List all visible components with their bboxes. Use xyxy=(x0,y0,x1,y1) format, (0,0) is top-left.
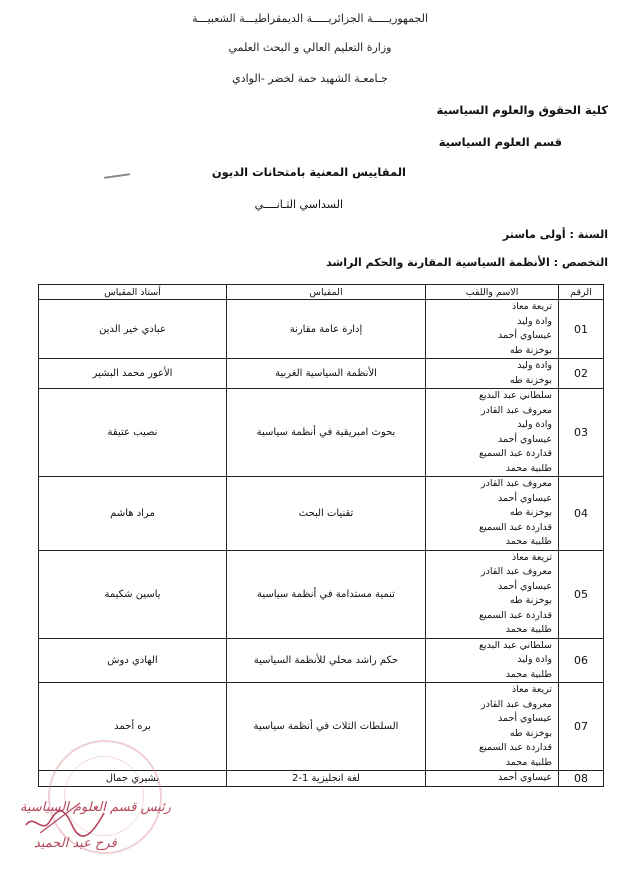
student-names-cell xyxy=(426,683,559,771)
student-name: طلبية محمد xyxy=(505,624,552,635)
table-row xyxy=(39,359,604,389)
row-number: 04 xyxy=(559,477,604,551)
student-name: قداردة عبد السميع xyxy=(479,521,552,533)
professor-name: مراد هاشم xyxy=(39,477,227,551)
professor-name: ياسين شكيمة xyxy=(39,550,227,638)
student-names-cell xyxy=(426,771,559,787)
header-professor: أستاذ المقياس xyxy=(39,285,227,300)
course-name: حكم راشد محلي للأنظمة السياسية xyxy=(227,638,426,683)
professor-name: عبادي خير الدين xyxy=(39,300,227,359)
student-names-cell xyxy=(426,300,559,359)
student-name: بوخزنة طه xyxy=(509,344,552,356)
student-name: بوخزنة طه xyxy=(509,595,552,606)
student-name: معروف عبد القادر xyxy=(481,566,552,577)
row-number: 08 xyxy=(559,771,604,787)
student-name: معروف عبد القادر xyxy=(481,698,552,710)
student-name: قداردة عبد السميع xyxy=(479,742,552,753)
professor-name: بشيري جمال xyxy=(39,771,227,787)
student-name: طلبية محمد xyxy=(505,668,552,680)
republic-header: الجمهوريـــــة الجزائريـــــة الديمقراطيـــة الشعبيـــة xyxy=(192,12,428,25)
professor-name: بره أحمد xyxy=(39,683,227,771)
student-name: تريعة معاذ xyxy=(511,301,552,312)
row-number: 07 xyxy=(559,683,604,771)
student-name: وادة وليد xyxy=(517,360,552,371)
row-number: 05 xyxy=(559,550,604,638)
student-name: عيساوي أحمد xyxy=(498,433,552,445)
professor-name: نصيب عتيقة xyxy=(39,389,227,477)
student-name: تريعة معاذ xyxy=(511,551,552,563)
student-names-cell xyxy=(426,359,559,389)
course-name: بحوث امبريقية في أنظمة سياسية xyxy=(227,389,426,477)
signature-name: فرح عبد الحميد xyxy=(34,836,117,851)
department-title: قسم العلوم السياسية xyxy=(438,135,562,149)
student-name: عيساوي أحمد xyxy=(498,713,552,724)
specialization-label: التخصص : الأنظمة السياسية المقارنة والحكم الراشد xyxy=(326,256,608,269)
student-names-cell xyxy=(426,477,559,551)
student-name: بوخزنة طه xyxy=(509,727,552,739)
student-name: وادة وليد xyxy=(517,315,552,327)
student-name: عيساوي أحمد xyxy=(498,772,552,783)
table-header-row xyxy=(39,285,604,300)
signature-title: رئيس قسم العلوم السياسية xyxy=(20,800,172,815)
row-number: 01 xyxy=(559,300,604,359)
student-name: بوخزنة طه xyxy=(509,374,552,386)
university-header: جـامعـة الشهيد حمة لخضر -الوادي xyxy=(232,72,388,85)
faculty-title: كلية الحقوق والعلوم السياسية xyxy=(436,103,608,117)
student-name: وادة وليد xyxy=(517,654,552,665)
course-name: السلطات الثلاث في أنظمة سياسية xyxy=(227,683,426,771)
student-name: عيساوي أحمد xyxy=(498,492,552,504)
semester-label: السداسي الثـانــــي xyxy=(254,198,343,211)
student-name: عيساوي أحمد xyxy=(498,580,552,592)
student-name: طلبية محمد xyxy=(505,756,552,768)
student-name: بوخزنة طه xyxy=(509,507,552,518)
row-number: 02 xyxy=(559,359,604,389)
stray-mark xyxy=(104,173,130,179)
student-name: قداردة عبد السميع xyxy=(479,609,552,621)
student-names-cell xyxy=(426,389,559,477)
ministry-header: وزارة التعليم العالي و البحث العلمي xyxy=(228,41,392,54)
header-names: الاسم واللقب xyxy=(426,285,559,300)
professor-name: الهادي دوش xyxy=(39,638,227,683)
student-name: تريعة معاذ xyxy=(511,684,552,695)
table-row xyxy=(39,638,604,683)
course-name: الأنظمة السياسية الغربية xyxy=(227,359,426,389)
student-name: معروف عبد القادر xyxy=(481,404,552,416)
course-name: تقنيات البحث xyxy=(227,477,426,551)
course-name: لغة انجليزية 1-2 xyxy=(227,771,426,787)
table-body xyxy=(39,300,604,787)
student-name: طلبية محمد xyxy=(505,462,552,474)
student-names-cell xyxy=(426,550,559,638)
student-name: سلطاني عبد البديع xyxy=(478,639,552,651)
professor-name: الأعور محمد البشير xyxy=(39,359,227,389)
student-name: عيساوي أحمد xyxy=(498,330,552,341)
subject-title: المقاييس المعنية بامتحانات الديون xyxy=(211,165,406,179)
student-name: طلبية محمد xyxy=(505,536,552,547)
table-row xyxy=(39,300,604,359)
table-row xyxy=(39,389,604,477)
course-name: إدارة عامة مقارنة xyxy=(227,300,426,359)
student-name: سلطاني عبد البديع xyxy=(478,390,552,401)
table-row xyxy=(39,550,604,638)
header-course: المقياس xyxy=(227,285,426,300)
student-name: وادة وليد xyxy=(517,419,552,430)
student-name: قداردة عبد السميع xyxy=(479,448,552,459)
table-row xyxy=(39,477,604,551)
student-name: معروف عبد القادر xyxy=(481,478,552,489)
student-names-cell xyxy=(426,638,559,683)
year-label: السنة : أولى ماستر xyxy=(502,228,608,241)
courses-table xyxy=(38,284,604,787)
header-number: الرقم xyxy=(559,285,604,300)
row-number: 06 xyxy=(559,638,604,683)
course-name: تنمية مستدامة في أنظمة سياسية xyxy=(227,550,426,638)
row-number: 03 xyxy=(559,389,604,477)
